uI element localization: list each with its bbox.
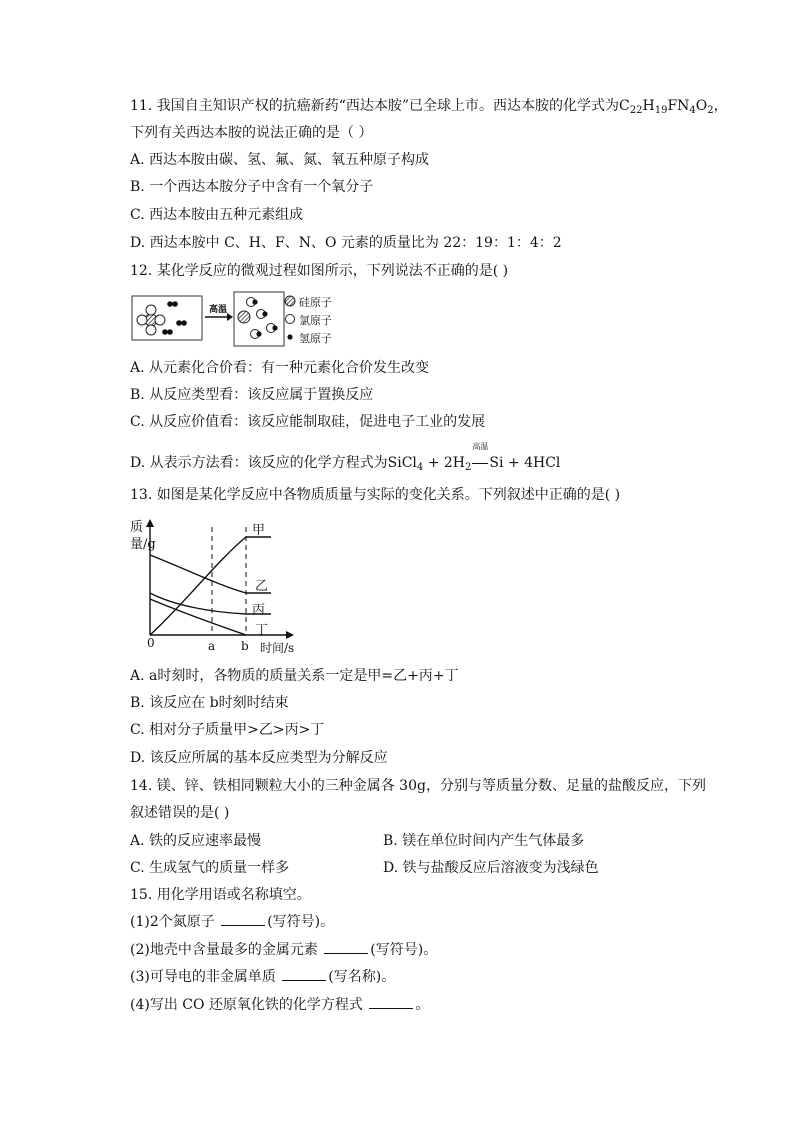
series-jia-line xyxy=(150,537,271,635)
q13-option-a: A. a时刻时，各物质的质量关系一定是甲=乙+丙+丁 xyxy=(130,668,459,684)
chlorine-atom-icon xyxy=(146,325,156,335)
q11-option-a: A. 西达本胺由碳、氢、氟、氮、氧五种原子构成 xyxy=(130,152,430,168)
q12-option-c: C. 从反应价值看：该反应能制取硅，促进电子工业的发展 xyxy=(130,414,486,430)
q14-stem-line2: 叙述错误的是( ) xyxy=(130,805,230,821)
q11-option-b: B. 一个西达本胺分子中含有一个氧分子 xyxy=(130,179,374,195)
q12-stem: 12. 某化学反应的微观过程如图所示，下列说法不正确的是( ) xyxy=(130,263,509,279)
legend-chlorine-label: 氯原子 xyxy=(299,314,332,327)
legend-ding: 丁 xyxy=(255,623,269,638)
y-axis-label: 质量/g xyxy=(130,520,156,552)
hydrogen-atom-icon xyxy=(162,329,168,335)
answer-blank[interactable] xyxy=(221,913,265,926)
q11-stem-line2: 下列有关西达本胺的说法正确的是（ ） xyxy=(130,125,373,141)
silicon-atom-icon xyxy=(238,311,250,323)
arrow-label: 高温 xyxy=(209,305,228,315)
hydrogen-atom-icon xyxy=(172,301,178,307)
legend-silicon-label: 硅原子 xyxy=(299,296,332,309)
reaction-svg xyxy=(131,290,371,352)
answer-blank[interactable] xyxy=(324,941,368,954)
tick-label-b: b xyxy=(241,639,249,653)
legend-jia: 甲 xyxy=(252,523,266,538)
hydrogen-atom-icon xyxy=(167,329,173,335)
legend-chlorine-icon xyxy=(286,315,295,324)
q14-stem-line1: 14. 镁、锌、铁相同颗粒大小的三种金属各 30g，分别与等质量分数、足量的盐酸反应，下列 xyxy=(130,778,706,794)
answer-blank[interactable] xyxy=(282,968,326,981)
q14-option-c: C. 生成氢气的质量一样多 xyxy=(130,860,290,876)
q11-option-d: D. 西达本胺中 C、H、F、N、O 元素的质量比为 22：19：1：4：2 xyxy=(130,235,562,251)
arrow-head-icon xyxy=(227,313,233,321)
legend-hydrogen-label: 氢原子 xyxy=(299,332,332,345)
q13-option-d: D. 该反应所属的基本反应类型为分解反应 xyxy=(130,750,388,766)
q14-option-d: D. 铁与盐酸反应后溶液变为浅绿色 xyxy=(383,860,599,876)
chlorine-atom-icon xyxy=(137,315,147,325)
legend-silicon-icon xyxy=(285,296,295,306)
x-axis-arrow-icon xyxy=(286,631,294,639)
q13-stem: 13. 如图是某化学反应中各物质质量与实际的变化关系。下列叙述中正确的是( ) xyxy=(130,487,621,503)
q13-option-b: B. 该反应在 b时刻时结束 xyxy=(130,695,289,711)
tick-label-a: a xyxy=(208,639,216,653)
hydrogen-atom-icon xyxy=(167,301,173,307)
origin-label: 0 xyxy=(147,636,155,650)
q12-option-b: B. 从反应类型看：该反应属于置换反应 xyxy=(130,387,374,403)
equation-bar xyxy=(472,463,488,464)
legend-yi: 乙 xyxy=(255,579,269,594)
q12-reaction-diagram xyxy=(131,290,371,352)
legend-bing: 丙 xyxy=(252,603,266,618)
q13-mass-time-chart xyxy=(128,515,308,660)
q15-item-2: (2)地壳中含量最多的金属元素 (写符号)。 xyxy=(130,942,438,958)
series-ding-line xyxy=(150,599,246,635)
q15-item-1: (1)2个氮原子 (写符号)。 xyxy=(130,914,335,930)
q15-item-4: (4)写出 CO 还原氧化铁的化学方程式 。 xyxy=(130,997,430,1013)
q14-option-a: A. 铁的反应速率最慢 xyxy=(130,833,262,849)
chlorine-atom-icon xyxy=(155,315,165,325)
answer-blank[interactable] xyxy=(369,996,413,1009)
y-axis-arrow-icon xyxy=(146,519,154,527)
q15-stem: 15. 用化学用语或名称填空。 xyxy=(130,887,311,903)
q12-option-d: D. 从表示方法看：该反应的化学方程式为SiCl$_4$ + $2H_2$ 高温 Si + 4HCl xyxy=(130,442,561,473)
chlorine-atom-icon xyxy=(146,305,156,315)
q14-option-b: B. 镁在单位时间内产生气体最多 xyxy=(383,833,585,849)
hydrogen-atom-icon xyxy=(181,320,187,326)
hydrogen-atom-icon xyxy=(176,320,182,326)
q13-option-c: C. 相对分子质量甲>乙>丙>丁 xyxy=(130,722,325,738)
q15-item-3: (3)可导电的非金属单质 (写名称)。 xyxy=(130,969,396,985)
q11-stem-line1: 11. 我国自主知识产权的抗癌新药“西达本胺”已全球上市。西达本胺的化学式为$C_{22}H_{19}FN_4O_2$， xyxy=(130,98,728,116)
q11-option-c: C. 西达本胺由五种元素组成 xyxy=(130,207,304,223)
q12-option-a: A. 从元素化合价看：有一种元素化合价发生改变 xyxy=(130,360,430,376)
legend-hydrogen-icon xyxy=(287,334,292,339)
reaction-condition: 高温 xyxy=(471,454,489,472)
series-yi-line xyxy=(150,555,271,593)
x-axis-label: 时间/s xyxy=(260,641,295,655)
